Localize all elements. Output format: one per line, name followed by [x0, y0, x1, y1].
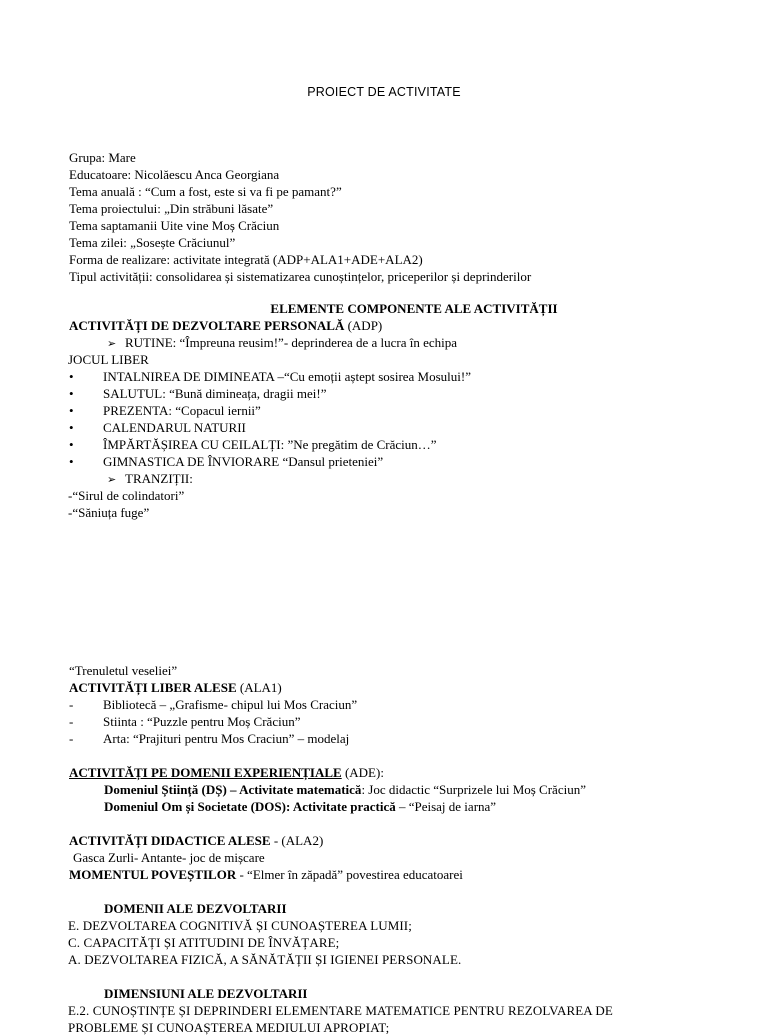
bullet-icon: •	[69, 403, 74, 418]
povesti-line	[69, 866, 759, 883]
info-line-tema-zilei: Tema zilei: „Sosește Crăciunul”	[69, 235, 236, 250]
ala2-heading: ACTIVITĂȚI DIDACTICE ALESE	[69, 833, 271, 848]
povesti-heading: MOMENTUL POVEȘTILOR	[69, 867, 237, 882]
info-line-tema-proiect: Tema proiectului: „Din străbuni lăsate”	[69, 201, 274, 216]
ala1-heading: ACTIVITĂȚI LIBER ALESE	[69, 680, 237, 695]
ade-code: (ADE):	[341, 765, 384, 780]
bullet-icon: •	[69, 437, 74, 452]
ade-dos-text: – “Peisaj de iarna”	[395, 799, 497, 814]
spacer	[69, 968, 759, 985]
lower-block	[69, 662, 759, 1036]
info-line-educatoare: Educatoare: Nicolăescu Anca Georgiana	[69, 167, 280, 182]
adp-item	[69, 436, 759, 453]
info-line-forma: Forma de realizare: activitate integrată (ADP+ALA1+ADE+ALA2)	[69, 252, 423, 267]
adp-heading-line	[69, 317, 759, 334]
info-block	[69, 149, 759, 285]
info-line-grupa: Grupa: Mare	[69, 150, 136, 165]
domenii-item: C. CAPACITĂȚI ȘI ATITUDINI DE ÎNVĂȚARE;	[68, 935, 340, 950]
ala2-code: - (ALA2)	[270, 833, 324, 848]
bullet-icon: •	[69, 454, 74, 469]
ala2-heading-line	[69, 832, 759, 849]
ade-ds-line	[69, 781, 759, 798]
info-line-tipul: Tipul activității: consolidarea și sistematizarea cunoștințelor, priceperilor și deprinderilor	[69, 269, 532, 284]
adp-item-text: SALUTUL: “Bună dimineața, dragii mei!”	[103, 386, 327, 401]
ala1-item	[69, 713, 759, 730]
dash-bullet: -	[69, 697, 74, 712]
dimensiuni-item: E.2. CUNOȘTINȚE ȘI DEPRINDERI ELEMENTARE MATEMATICE PENTRU REZOLVAREA DE	[68, 1003, 613, 1018]
adp-item-text: INTALNIREA DE DIMINEATA –“Cu emoții aștept sosirea Mosului!”	[103, 369, 471, 384]
bullet-icon: •	[69, 369, 74, 384]
adp-tranzitii-line	[69, 470, 759, 487]
adp-joc-liber: JOCUL LIBER	[68, 352, 149, 367]
ade-dos-label: Domeniul Om și Societate (DOS): Activitate practică	[104, 799, 396, 814]
spacer	[69, 815, 759, 832]
ala1-item-text: Stiinta : “Puzzle pentru Moș Crăciun”	[103, 714, 301, 729]
trenuletul-line: “Trenuletul veseliei”	[69, 663, 178, 678]
bullet-icon: •	[69, 386, 74, 401]
domenii-heading: DOMENII ALE DEZVOLTARII	[104, 901, 287, 916]
spacer	[69, 747, 759, 764]
arrow-bullet-icon: ➢	[107, 474, 117, 486]
arrow-bullet-icon: ➢	[107, 338, 117, 350]
tranzitie-item: -“Sirul de colindatori”	[68, 488, 185, 503]
dash-bullet: -	[69, 731, 74, 746]
tranzitie-item: -“Săniuța fuge”	[68, 505, 150, 520]
adp-item	[69, 385, 759, 402]
dimensiuni-item: PROBLEME ȘI CUNOAȘTEREA MEDIULUI APROPIAT;	[68, 1020, 390, 1035]
adp-heading: ACTIVITĂȚI DE DEZVOLTARE PERSONALĂ	[69, 318, 345, 333]
adp-rutine-line	[69, 334, 759, 351]
povesti-text: - “Elmer în zăpadă” povestirea educatoarei	[236, 867, 463, 882]
adp-rutine: RUTINE: “Împreuna reusim!”- deprinderea de a lucra în echipa	[125, 335, 458, 350]
adp-item-text: CALENDARUL NATURII	[103, 420, 246, 435]
adp-item	[69, 368, 759, 385]
info-line-tema-anuala: Tema anuală : “Cum a fost, este si va fi pe pamant?”	[69, 184, 342, 199]
elements-heading: ELEMENTE COMPONENTE ALE ACTIVITĂȚII	[270, 301, 558, 316]
ala1-item	[69, 696, 759, 713]
adp-item-text: PREZENTA: “Copacul iernii”	[103, 403, 261, 418]
ade-ds-text: : Joc didactic “Surprizele lui Moș Crăciun”	[361, 782, 586, 797]
adp-item	[69, 419, 759, 436]
ade-heading-line	[69, 764, 759, 781]
domenii-item: E. DEZVOLTAREA COGNITIVĂ ȘI CUNOAȘTEREA LUMII;	[68, 918, 412, 933]
ala1-item	[69, 730, 759, 747]
ade-ds-label: Domeniul Știință (DȘ) – Activitate matematică	[104, 782, 362, 797]
adp-item	[69, 453, 759, 470]
dash-bullet: -	[69, 714, 74, 729]
ala1-item-text: Arta: “Prajituri pentru Mos Craciun” – modelaj	[103, 731, 350, 746]
domenii-item: A. DEZVOLTAREA FIZICĂ, A SĂNĂTĂȚII ȘI IGIENEI PERSONALE.	[68, 952, 462, 967]
ala1-heading-line	[69, 679, 759, 696]
adp-item-text: ÎMPĂRTĂȘIREA CU CEILALȚI: ”Ne pregătim de Crăciun…”	[103, 437, 437, 452]
ade-heading: ACTIVITĂȚI PE DOMENII EXPERIENȚIALE	[69, 765, 342, 780]
ala1-code: (ALA1)	[236, 680, 282, 695]
page-title: PROIECT DE ACTIVITATE	[307, 85, 461, 99]
dimensiuni-heading: DIMENSIUNI ALE DEZVOLTARII	[104, 986, 308, 1001]
adp-tranzitii: TRANZIȚII:	[125, 471, 193, 486]
adp-item-text: GIMNASTICA DE ÎNVIORARE “Dansul prieteniei”	[103, 454, 384, 469]
ade-dos-line	[69, 798, 759, 815]
info-line-tema-saptamana: Tema saptamanii Uite vine Moș Crăciun	[69, 218, 280, 233]
bullet-icon: •	[69, 420, 74, 435]
spacer	[69, 883, 759, 900]
adp-item	[69, 402, 759, 419]
ala1-item-text: Bibliotecă – „Grafisme- chipul lui Mos Craciun”	[103, 697, 358, 712]
adp-block	[69, 300, 759, 521]
adp-code: (ADP)	[344, 318, 383, 333]
ala2-line: Gasca Zurli- Antante- joc de mișcare	[73, 850, 265, 865]
